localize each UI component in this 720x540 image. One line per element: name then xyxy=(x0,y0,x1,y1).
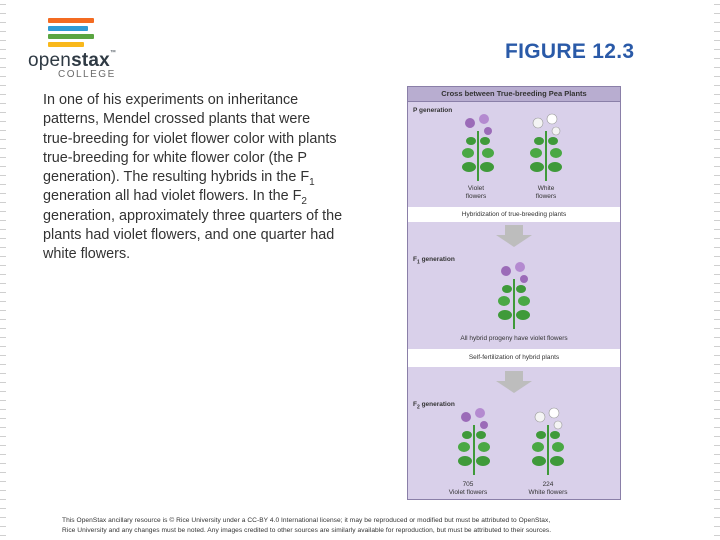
edge-tick xyxy=(0,391,6,392)
edge-tick xyxy=(0,346,6,347)
edge-tick xyxy=(0,472,6,473)
edge-tick xyxy=(0,67,6,68)
edge-tick xyxy=(714,454,720,455)
edge-tick xyxy=(714,112,720,113)
edge-tick xyxy=(714,463,720,464)
edge-tick xyxy=(714,211,720,212)
edge-tick xyxy=(0,112,6,113)
edge-tick xyxy=(714,175,720,176)
edge-tick xyxy=(0,76,6,77)
logo-word-open: open xyxy=(28,50,72,71)
subscript-2: 2 xyxy=(301,196,307,208)
edge-tick xyxy=(714,346,720,347)
f2-white-plant-icon xyxy=(528,405,568,475)
body-text-part-2: generation all had violet flowers. In the F xyxy=(43,188,302,205)
edge-tick xyxy=(0,382,6,383)
edge-tick xyxy=(0,247,6,248)
footer-line-2: Rice University and any changes must be noted. Any images credited to other sources are similarly available for reproduction, but must be attributed to their sources. xyxy=(62,526,552,534)
footer-line-1: This OpenStax ancillary resource is © Rice University under a CC-BY 4.0 International license; it may be reproduced or modified but must be attributed to OpenStax, xyxy=(62,517,551,524)
edge-tick xyxy=(714,238,720,239)
f2-white-caption xyxy=(518,481,578,497)
edge-tick xyxy=(714,490,720,491)
edge-tick xyxy=(714,400,720,401)
edge-tick xyxy=(0,481,6,482)
edge-tick xyxy=(0,13,6,14)
white-plant-icon xyxy=(526,111,566,181)
edge-tick xyxy=(0,211,6,212)
subscript-1: 1 xyxy=(309,177,315,189)
edge-tick xyxy=(714,58,720,59)
edge-tick xyxy=(0,427,6,428)
figure-header: Cross between True-breeding Pea Plants xyxy=(408,87,620,102)
violet-label: Violet flowers xyxy=(448,489,488,496)
edge-tick xyxy=(714,103,720,104)
edge-tick xyxy=(0,229,6,230)
f1-letter: F xyxy=(413,256,417,263)
edge-tick xyxy=(714,499,720,500)
edge-tick xyxy=(0,139,6,140)
edge-tick xyxy=(0,148,6,149)
edge-tick xyxy=(0,157,6,158)
logo-bar-orange xyxy=(48,18,94,23)
edge-tick xyxy=(0,400,6,401)
edge-tick xyxy=(714,535,720,536)
openstax-college-logo xyxy=(28,18,128,80)
p-violet-flowers-word: flowers xyxy=(465,193,487,200)
edge-tick xyxy=(0,337,6,338)
edge-tick xyxy=(714,22,720,23)
edge-tick xyxy=(714,517,720,518)
edge-tick xyxy=(714,319,720,320)
edge-tick xyxy=(0,166,6,167)
p-white-flowers-word: flowers xyxy=(535,193,557,200)
edge-tick xyxy=(714,139,720,140)
edge-tick xyxy=(714,328,720,329)
edge-tick xyxy=(0,508,6,509)
edge-tick xyxy=(0,454,6,455)
edge-tick xyxy=(714,67,720,68)
edge-tick xyxy=(714,310,720,311)
edge-tick xyxy=(714,265,720,266)
down-arrow-icon xyxy=(496,225,532,247)
edge-tick xyxy=(714,130,720,131)
edge-tick xyxy=(714,283,720,284)
edge-tick xyxy=(714,355,720,356)
edge-tick xyxy=(0,301,6,302)
edge-tick xyxy=(714,166,720,167)
edge-tick xyxy=(714,49,720,50)
edge-tick xyxy=(714,274,720,275)
figure-title: FIGURE 12.3 xyxy=(505,40,635,63)
f1-subscript: 1 xyxy=(416,259,420,266)
body-text-part-1: In one of his experiments on inheritance patterns, Mendel crossed plants that were true-breeding for violet flower color with plants true-breeding for white flower color (the P generation). The resulting hybrids in the F xyxy=(43,92,337,186)
edge-tick xyxy=(714,364,720,365)
logo-trademark: ™ xyxy=(109,50,117,56)
edge-tick xyxy=(714,247,720,248)
edge-tick xyxy=(0,292,6,293)
edge-tick xyxy=(714,445,720,446)
license-footer xyxy=(62,516,662,535)
edge-tick xyxy=(714,184,720,185)
f1-violet-plant-icon xyxy=(494,259,534,329)
logo-word-stax: stax xyxy=(71,50,110,71)
edge-tick xyxy=(714,301,720,302)
f2-generation-label xyxy=(413,401,455,410)
edge-tick xyxy=(0,418,6,419)
p-generation-label: P generation xyxy=(413,107,453,114)
logo-bars xyxy=(48,18,94,50)
edge-tick xyxy=(0,535,6,536)
p-violet-caption xyxy=(446,185,506,201)
white-count: 224 xyxy=(542,481,554,488)
edge-tick xyxy=(0,22,6,23)
edge-tick xyxy=(714,85,720,86)
f2-suffix: generation xyxy=(419,401,455,408)
edge-tick xyxy=(0,274,6,275)
all-hybrid-caption: All hybrid progeny have violet flowers xyxy=(460,335,568,342)
edge-tick xyxy=(0,526,6,527)
edge-tick xyxy=(714,13,720,14)
edge-tick xyxy=(0,445,6,446)
edge-tick xyxy=(0,238,6,239)
edge-tick xyxy=(0,85,6,86)
edge-tick xyxy=(714,382,720,383)
edge-tick xyxy=(714,202,720,203)
edge-tick xyxy=(0,490,6,491)
self-fertilization-band: Self-fertilization of hybrid plants xyxy=(408,349,620,367)
edge-tick xyxy=(714,256,720,257)
edge-tick xyxy=(714,409,720,410)
f1-suffix: generation xyxy=(419,256,455,263)
f1-generation-label xyxy=(413,256,455,265)
edge-tick xyxy=(0,58,6,59)
edge-tick xyxy=(714,526,720,527)
f2-violet-caption xyxy=(438,481,498,497)
edge-tick xyxy=(0,103,6,104)
body-text-part-3: generation, approximately three quarters of the plants had violet flowers, and one quarter had white flowers. xyxy=(43,207,343,263)
edge-tick xyxy=(0,94,6,95)
right-edge-decoration xyxy=(714,0,720,540)
logo-bar-green xyxy=(48,34,94,39)
edge-tick xyxy=(0,283,6,284)
logo-bar-yellow xyxy=(48,42,84,47)
edge-tick xyxy=(714,31,720,32)
edge-tick xyxy=(0,265,6,266)
edge-tick xyxy=(0,31,6,32)
logo-college: COLLEGE xyxy=(58,69,116,80)
edge-tick xyxy=(714,508,720,509)
edge-tick xyxy=(0,130,6,131)
edge-tick xyxy=(714,121,720,122)
edge-tick xyxy=(714,418,720,419)
edge-tick xyxy=(714,76,720,77)
edge-tick xyxy=(714,337,720,338)
white-label: White flowers xyxy=(528,489,568,496)
f2-subscript: 2 xyxy=(416,404,420,411)
edge-tick xyxy=(0,220,6,221)
edge-tick xyxy=(0,310,6,311)
p-white-word: White xyxy=(537,185,555,192)
edge-tick xyxy=(0,355,6,356)
edge-tick xyxy=(0,373,6,374)
edge-tick xyxy=(0,463,6,464)
edge-tick xyxy=(0,499,6,500)
p-violet-word: Violet xyxy=(467,185,485,192)
edge-tick xyxy=(0,4,6,5)
edge-tick xyxy=(714,193,720,194)
edge-tick xyxy=(714,94,720,95)
edge-tick xyxy=(0,40,6,41)
edge-tick xyxy=(714,472,720,473)
edge-tick xyxy=(714,4,720,5)
left-edge-decoration xyxy=(0,0,6,540)
violet-plant-icon xyxy=(458,111,498,181)
violet-count: 705 xyxy=(462,481,474,488)
edge-tick xyxy=(714,157,720,158)
edge-tick xyxy=(0,319,6,320)
edge-tick xyxy=(0,49,6,50)
edge-tick xyxy=(714,427,720,428)
body-paragraph xyxy=(43,91,343,265)
hybridization-band: Hybridization of true-breeding plants xyxy=(408,207,620,222)
edge-tick xyxy=(714,481,720,482)
p-white-caption xyxy=(516,185,576,201)
pea-cross-figure xyxy=(407,86,621,500)
edge-tick xyxy=(0,328,6,329)
edge-tick xyxy=(0,202,6,203)
edge-tick xyxy=(0,409,6,410)
edge-tick xyxy=(714,292,720,293)
down-arrow-icon-2 xyxy=(496,371,532,393)
edge-tick xyxy=(0,175,6,176)
edge-tick xyxy=(714,148,720,149)
edge-tick xyxy=(714,373,720,374)
edge-tick xyxy=(714,391,720,392)
f2-violet-plant-icon xyxy=(454,405,494,475)
edge-tick xyxy=(714,436,720,437)
edge-tick xyxy=(0,193,6,194)
edge-tick xyxy=(0,436,6,437)
f2-letter: F xyxy=(413,401,417,408)
edge-tick xyxy=(0,517,6,518)
edge-tick xyxy=(714,220,720,221)
logo-bar-blue xyxy=(48,26,88,31)
edge-tick xyxy=(714,40,720,41)
edge-tick xyxy=(0,184,6,185)
edge-tick xyxy=(0,121,6,122)
edge-tick xyxy=(0,364,6,365)
edge-tick xyxy=(0,256,6,257)
edge-tick xyxy=(714,229,720,230)
